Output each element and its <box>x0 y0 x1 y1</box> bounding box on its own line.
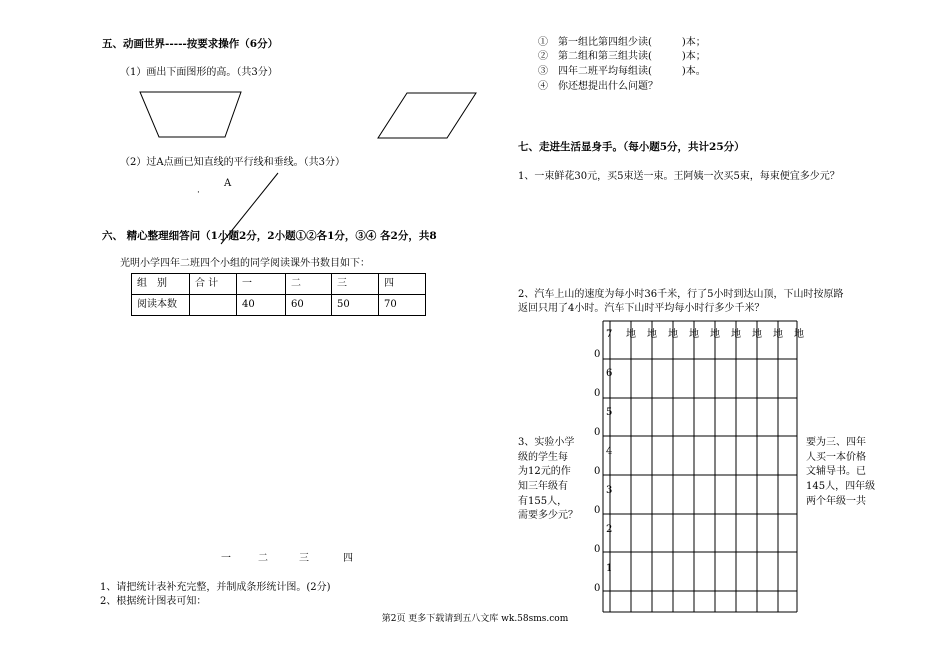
grid-row-zero: 0 <box>594 505 601 516</box>
grid-row-zero: 0 <box>594 466 601 477</box>
sub-question-3: ③ 四年二班平均每组读( )本。 <box>538 66 706 77</box>
section-7-title: 七、走进生活显身手。（每小题5分，共计25分） <box>518 141 745 153</box>
section-6-title: 六、 精心整理细答问（1小题2分，2小题①②各1分，③④ 各2分，共8 <box>102 230 437 242</box>
grid-header-char: 地 <box>647 329 657 340</box>
chart-x-label: 三 <box>299 553 309 564</box>
grid-row-label: 7 <box>606 329 613 340</box>
table-cell: 60 <box>286 295 332 316</box>
section-5-question-2: （2）过A点画已知直线的平行线和垂线。（共3分） <box>120 157 345 168</box>
section-6-question-1: 1、请把统计表补充完整，并制成条形统计图。(2分) <box>100 582 331 593</box>
table-cell: 70 <box>379 295 426 316</box>
chart-x-label: 四 <box>343 553 353 564</box>
chart-x-label: 二 <box>258 553 268 564</box>
grid-header-char: 地 <box>752 329 762 340</box>
table-cell: 40 <box>237 295 286 316</box>
table-header-cell: 组 别 <box>132 274 190 295</box>
point-a-dot: · <box>197 188 200 198</box>
section-5-title: 五、动画世界-----按要求操作（6分） <box>102 38 279 50</box>
grid-row-zero: 0 <box>594 349 601 360</box>
grid-row-zero: 0 <box>594 544 601 555</box>
problem-3-left-line: 需要多少元？ <box>518 510 578 521</box>
chart-x-label: 一 <box>221 553 231 564</box>
grid-header-char: 地 <box>668 329 678 340</box>
problem-3-right-line: 文辅导书。已 <box>806 466 866 477</box>
problem-3-left-line: 级的学生每 <box>518 452 568 463</box>
table-row-label: 阅读本数 <box>132 295 190 316</box>
sub-question-2: ② 第二组和第三组共读( )本； <box>538 51 706 62</box>
grid-header-char: 地 <box>731 329 741 340</box>
grid-header-char: 地 <box>773 329 783 340</box>
sub-question-1: ① 第一组比第四组少读( )本； <box>538 37 706 48</box>
grid-row-label: 6 <box>606 368 613 379</box>
table-header-cell: 一 <box>237 274 286 295</box>
problem-3-right-line: 两个年级一共 <box>806 496 866 507</box>
grid-header-char: 地 <box>689 329 699 340</box>
table-header-cell: 二 <box>286 274 332 295</box>
problem-3-left-line: 为12元的作 <box>518 466 571 477</box>
grid-row-zero: 0 <box>594 583 601 594</box>
point-a-label: A <box>224 178 232 189</box>
problem-3-right-line: 要为三、四年 <box>806 437 866 448</box>
sub-question-4: ④ 你还想提出什么问题？ <box>538 81 658 92</box>
grid-header-char: 地 <box>626 329 636 340</box>
grid-row-zero: 0 <box>594 388 601 399</box>
problem-2-line-1: 2、汽车上山的速度为每小时36千米，行了5小时到达山顶，下山时按原路 <box>518 289 844 300</box>
grid-header-char: 地 <box>794 329 804 340</box>
grid-row-label: 4 <box>606 446 613 457</box>
page-footer: 第2页 更多下载请到五八文库 wk.58sms.com <box>381 614 569 624</box>
problem-2-line-2: 返回只用了4小时。汽车下山时平均每小时行多少千米？ <box>518 303 765 314</box>
section-6-question-2: 2、根据统计图表可知： <box>100 596 207 607</box>
grid-row-label: 3 <box>606 485 613 496</box>
grid-row-zero: 0 <box>594 427 601 438</box>
grid-header-char: 地 <box>710 329 720 340</box>
grid-row-label: 5 <box>606 407 613 418</box>
problem-1: 1、一束鲜花30元，买5束送一束。王阿姨一次买5束，每束便宜多少元？ <box>518 171 840 182</box>
table-header-cell: 三 <box>332 274 379 295</box>
table-header-cell: 合 计 <box>190 274 237 295</box>
problem-3-left-line: 有155人， <box>518 496 568 507</box>
section-5-question-1: （1）画出下面图形的高。（共3分） <box>120 67 278 78</box>
grid-row-label: 2 <box>606 524 613 535</box>
problem-3-right-line: 人买一本价格 <box>806 452 866 463</box>
table-header-cell: 四 <box>379 274 426 295</box>
problem-3-left-line: 知三年级有 <box>518 481 568 492</box>
table-cell: 50 <box>332 295 379 316</box>
problem-3-right-line: 145人，四年级 <box>806 481 876 492</box>
grid-row-label: 1 <box>606 563 613 574</box>
problem-3-left-line: 3、实验小学 <box>518 437 575 448</box>
section-6-intro: 光明小学四年二班四个小组的同学阅读课外书数目如下： <box>120 258 370 269</box>
